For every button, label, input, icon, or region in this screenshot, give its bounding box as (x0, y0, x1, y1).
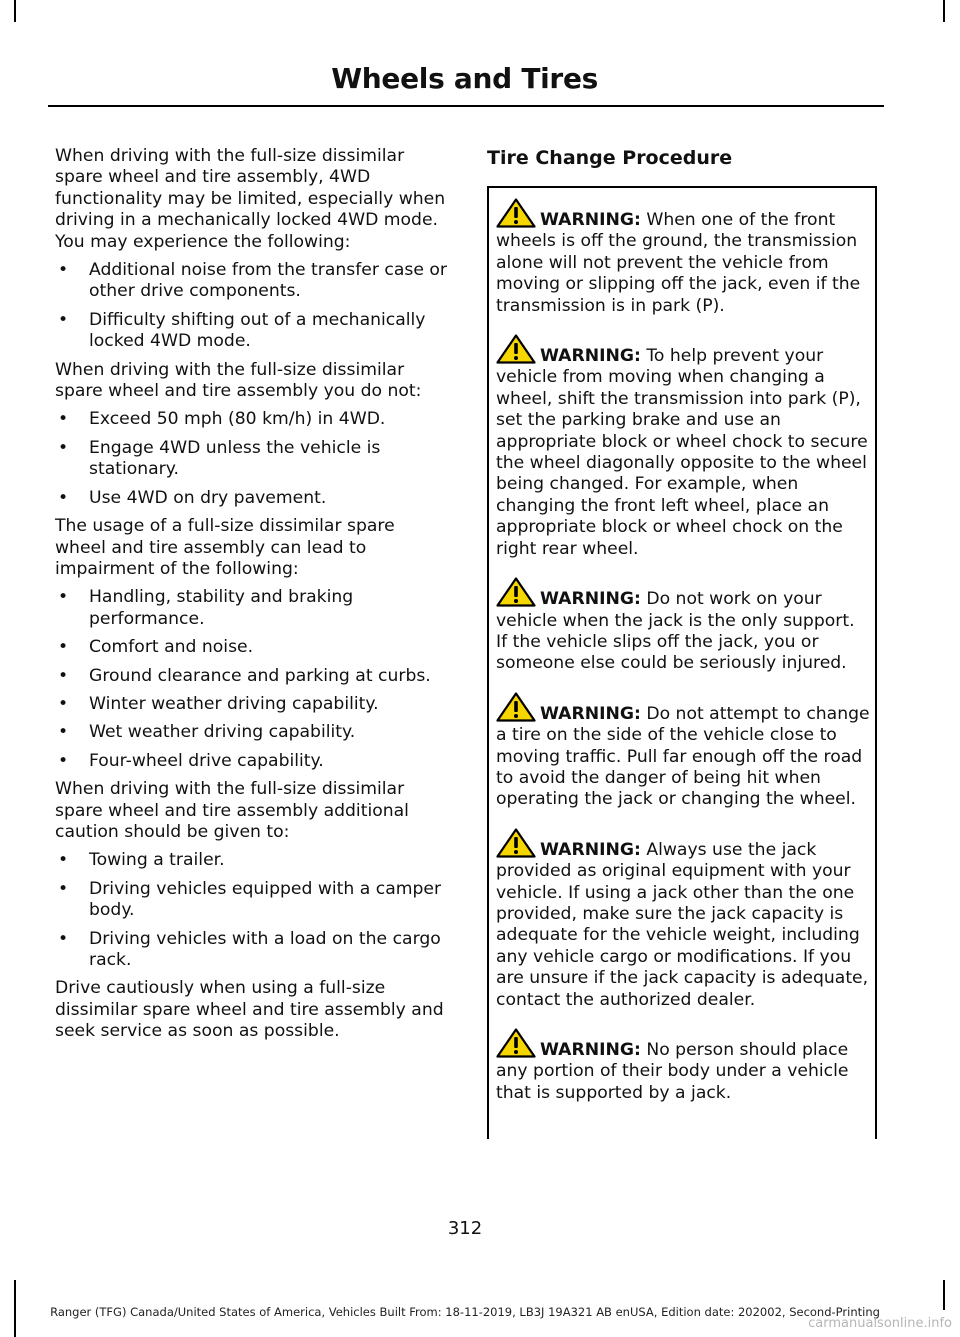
list-item: • Ground clearance and parking at curbs. (55, 666, 450, 687)
header-divider (48, 105, 884, 107)
paragraph: When driving with the full-size dissimilar spare wheel and tire assembly you do not: (55, 359, 422, 402)
paragraph: When driving with the full-size dissimilar spare wheel and tire assembly, 4WD functionality may be limited, especially when driving in a mechanically locked 4WD mode. You may experience the following: (55, 146, 446, 252)
warning-label: WARNING: (540, 210, 641, 230)
bullet-list (55, 409, 450, 509)
warning-triangle-icon (496, 198, 536, 228)
list-item: • Engage 4WD unless the vehicle is stationary. (55, 438, 450, 481)
warning-label: WARNING: (540, 703, 641, 724)
crop-mark-top-left (14, 0, 16, 22)
page-number: 312 (447, 1218, 483, 1239)
warning-triangle-icon (496, 828, 536, 858)
warning-item (496, 1028, 870, 1104)
list-item: • Comfort and noise. (55, 637, 450, 658)
warning-triangle-icon (496, 334, 536, 364)
left-column (55, 146, 450, 1050)
warning-item (496, 692, 870, 811)
warning-text: Do not work on your vehicle when the jack is the only support. If the vehicle slips off the jack, you or someone else could be seriously injured. (496, 589, 855, 674)
warning-item (496, 198, 870, 317)
warning-text: No person should place any portion of their body under a vehicle that is supported by a jack. (496, 1040, 849, 1103)
watermark: carmanualsonline.info (808, 1316, 952, 1331)
warning-text: Always use the jack provided as original equipment with your vehicle. If using a jack other than the one provided, make sure the jack capacity is adequate for the vehicle weight, including any vehicle cargo or modifications. If you are unsure if the jack capacity is adequate, contact the authorized dealer. (496, 839, 869, 1010)
warning-text: Do not attempt to change a tire on the side of the vehicle close to moving traffic. Pull far enough off the road to avoid the danger of being hit when operating the jack or changing the wheel. (496, 703, 870, 810)
list-item: • Driving vehicles equipped with a camper body. (55, 879, 450, 922)
warning-triangle-icon (496, 1028, 536, 1058)
paragraph: When driving with the full-size dissimilar spare wheel and tire assembly additional caution should be given to: (55, 779, 409, 842)
warning-triangle-icon (496, 577, 536, 607)
warning-label: WARNING: (540, 589, 641, 610)
list-item: • Four-wheel drive capability. (55, 751, 450, 772)
warning-item (496, 334, 870, 560)
paragraph: Drive cautiously when using a full-size dissimilar spare wheel and tire assembly and seek service as soon as possible. (55, 978, 444, 1042)
bullet-list (55, 850, 450, 971)
page-title: Wheels and Tires (331, 62, 598, 95)
list-item: • Use 4WD on dry pavement. (55, 488, 450, 509)
warning-label: WARNING: (540, 839, 641, 860)
footer-text: Ranger (TFG) Canada/United States of America, Vehicles Built From: 18-11-2019, LB3J 19A321 AB enUSA, Edition date: 202002, Second-Printing (50, 1305, 880, 1319)
section-title: Tire Change Procedure (487, 147, 733, 169)
list-item: • Driving vehicles with a load on the cargo rack. (55, 929, 450, 972)
warning-label: WARNING: (540, 1040, 641, 1060)
list-item: • Difficulty shifting out of a mechanically locked 4WD mode. (55, 310, 450, 353)
bullet-list (55, 260, 450, 353)
warning-text: To help prevent your vehicle from moving when changing a wheel, shift the transmission into park (P), set the parking brake and use an appropriate block or wheel chock to secure the wheel diagonally opposite to the wheel being changed. For example, when changing the front left wheel, place an appropriate block or wheel chock on the right rear wheel. (496, 346, 868, 559)
warning-triangle-icon (496, 692, 536, 722)
list-item: • Wet weather driving capability. (55, 722, 450, 743)
list-item: • Additional noise from the transfer case or other drive components. (55, 260, 450, 303)
list-item: • Handling, stability and braking performance. (55, 587, 450, 630)
bullet-list (55, 587, 450, 772)
warning-label: WARNING: (540, 346, 641, 367)
warning-text: When one of the front wheels is off the ground, the transmission alone will not prevent the vehicle from moving or slipping off the jack, even if the transmission is in park (P). (496, 210, 861, 316)
right-column (487, 146, 877, 170)
warning-item (496, 577, 870, 675)
list-item: • Winter weather driving capability. (55, 694, 450, 715)
list-item: • Towing a trailer. (55, 850, 450, 871)
paragraph: The usage of a full-size dissimilar spare wheel and tire assembly can lead to impairment of the following: (55, 516, 395, 579)
warning-item (496, 828, 870, 1011)
list-item: • Exceed 50 mph (80 km/h) in 4WD. (55, 409, 450, 430)
crop-mark-bottom-right (943, 1280, 945, 1310)
crop-mark-top-right (943, 0, 945, 22)
warnings-list (496, 198, 870, 1121)
